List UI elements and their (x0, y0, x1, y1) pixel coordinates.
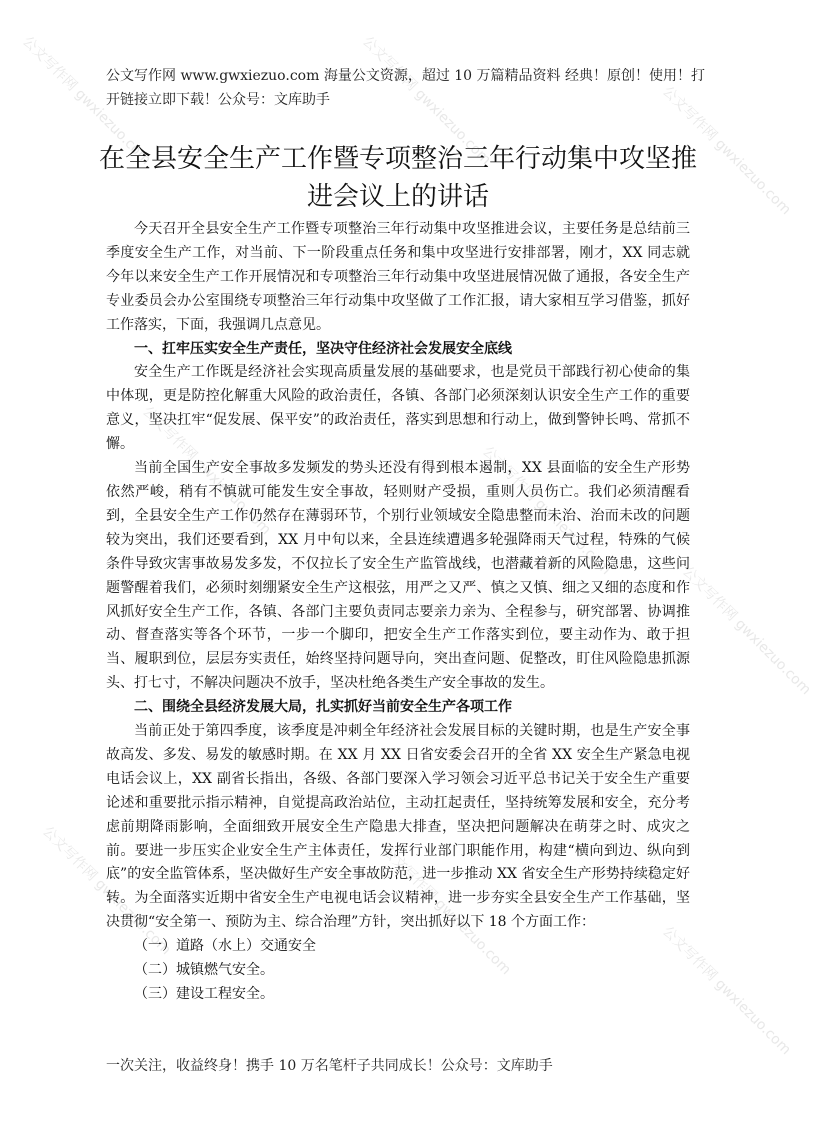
footer-note: 一次关注，收益终身！携手 10 万名笔杆子共同成长！公众号：文库助手 (106, 1058, 553, 1074)
section-heading: 二、围绕全县经济发展大局，扎实抓好当前安全生产各项工作 (134, 699, 512, 716)
body-paragraph: 当前全国生产安全事故多发频发的势头还没有得到根本遏制，XX 县面临的安全生产形势依然严峻，稍有不慎就可能发生安全事故，轻则财产受损，重则人员伤亡。我们必须清醒看到，全县安全生产工作仍然存在薄弱环节，个别行业领域安全隐患整而未治、治而未改的问题较为突出，我们还要看到，XX 月中旬以来，全县连续遭遇多轮强降雨天气过程，特殊的气候条件导致灾害事故易发多发，不仅拉长了安全生产监管战线，也潜藏着新的风险隐患，这些问题警醒着我们，必须时刻绷紧安全生产这根弦，用严之又严、慎之又慎、细之又细的态度和作风抓好安全生产工作，各镇、各部门主要负责同志要亲力亲为、全程参与，研究部署、协调推动、督查落实等各个环节，一步一个脚印，把安全生产工作落实到位，要主动作为、敢于担当、履职到位，层层夯实责任，始终坚持问题导向，突出查问题、促整改，盯住风险隐患抓源头、打七寸，不解决问题决不放手，坚决杜绝各类生产安全事故的发生。 (106, 460, 690, 692)
body-paragraph: 当前正处于第四季度，该季度是冲刺全年经济社会发展目标的关键时期，也是生产安全事故高发、多发、易发的敏感时期。在 XX 月 XX 日省安委会召开的全省 XX 安全生产紧急电视电话会议上，XX 副省长指出，各级、各部门要深入学习领会习近平总书记关于安全生产重要论述和重要批示指示精神，自觉提高政治站位，主动扛起责任，坚持统筹发展和安全，充分考虑前期降雨影响，全面细致开展安全生产隐患大排查，坚决把问题解决在萌芽之时、成灾之前。要进一步压实企业安全生产主体责任，发挥行业部门职能作用，构建“横向到边、纵向到底”的安全监管体系，坚决做好生产安全事故防范，进一步推动 XX 省安全生产形势持续稳定好转。为全面落实近期中省安全生产电视电话会议精神，进一步夯实全县安全生产工作基础，坚决贯彻“安全第一、预防为主、综合治理”方针，突出抓好以下 18 个方面工作： (106, 723, 690, 931)
watermark: 公文写作网 gwxiezuo.com (19, 33, 154, 169)
watermark: 公文写作网 gwxiezuo.com (479, 443, 614, 579)
watermark: 公文写作网 gwxiezuo.com (359, 33, 494, 169)
list-item: （一）道路（水上）交通安全 (134, 938, 316, 955)
watermark: 公文写作网 gwxiezuo.com (379, 843, 514, 979)
list-item: （三）建设工程安全。 (134, 986, 274, 1002)
watermark: 公文写作网 gwxiezuo.com (659, 83, 794, 219)
document-body (106, 218, 690, 1007)
header-note: 公文写作网 www.gwxiezuo.com 海量公文资源，超过 10 万篇精品资料 经典！原创！使用！打开链接立即下载！公众号：文库助手 (106, 68, 705, 108)
section-heading: 一、扛牢压实安全生产责任，坚决守住经济社会发展安全底线 (134, 340, 512, 357)
watermark: 公文写作网 gwxiezuo.com (39, 823, 174, 959)
watermark: 公文写作网 gwxiezuo.com (659, 923, 794, 1059)
body-paragraph: 安全生产工作既是经济社会实现高质量发展的基础要求，也是党员干部践行初心使命的集中体现，更是防控化解重大风险的政治责任，各镇、各部门必须深刻认识安全生产工作的重要意义，坚决扛牢“促发展、保平安”的政治责任，落实到思想和行动上，做到警钟长鸣、常抓不懈。 (106, 364, 690, 453)
intro-paragraph: 今天召开全县安全生产工作暨专项整治三年行动集中攻坚推进会议，主要任务是总结前三季度安全生产工作，对当前、下一阶段重点任务和集中攻坚进行安排部署，刚才，XX 同志就今年以来安全生产工作开展情况和专项整治三年行动集中攻坚进展情况做了通报，各安全生产专业委员会办公室围绕专项整治三年行动集中攻坚做了工作汇报，请大家相互学习借鉴，抓好工作落实，下面，我强调几点意见。 (106, 221, 690, 333)
list-item: （二）城镇燃气安全。 (134, 962, 274, 979)
watermark: 公文写作网 gwxiezuo.com (679, 563, 814, 699)
watermark: 公文写作网 gwxiezuo.com (139, 403, 274, 539)
document-title: 在全县安全生产工作暨专项整治三年行动集中攻坚推进会议上的讲话 (98, 144, 697, 212)
